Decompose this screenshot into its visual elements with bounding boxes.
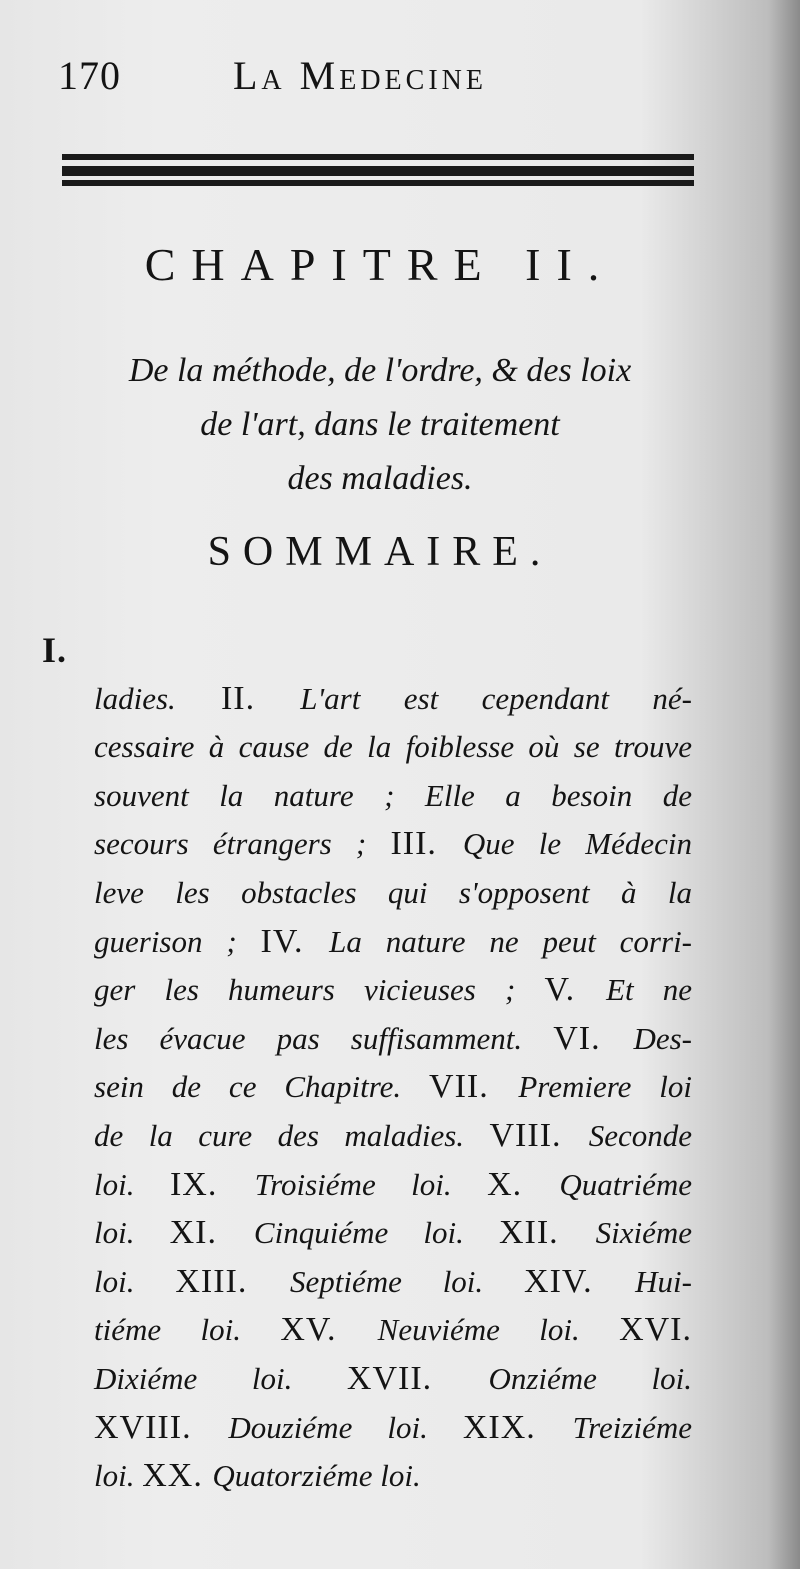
section-numeral: IX. [169, 1165, 255, 1203]
summary-text: L'art est cependant né- [300, 680, 692, 716]
summary-line [42, 966, 692, 1015]
summary-line [42, 723, 692, 772]
summary-text: Troisiéme loi. [254, 1166, 488, 1202]
chapter-subtitle-line: de l'art, dans le traitement [200, 406, 560, 443]
section-numeral: XVII. [346, 1359, 489, 1397]
section-numeral: XIV. [524, 1262, 636, 1300]
section-numeral: VIII. [489, 1116, 589, 1154]
section-numeral: X. [487, 1165, 560, 1203]
summary-text: secours étrangers ; [94, 826, 391, 862]
page-header [58, 44, 698, 104]
section-numeral: XVIII. [94, 1408, 229, 1446]
summary-text: Hui- [635, 1263, 692, 1299]
running-title: La Medecine [233, 53, 487, 98]
summary-text: Sixiéme [595, 1215, 692, 1251]
summary-text: guerison ; [94, 923, 261, 959]
summary-text: Que le Médecin [462, 826, 692, 862]
summary-heading: SOMMAIRE. [207, 529, 553, 575]
summary-line [42, 1209, 692, 1258]
summary-line [42, 1112, 692, 1161]
summary-text: Et ne [606, 972, 692, 1008]
summary-text: Quatorziéme loi. [212, 1458, 421, 1494]
summary-text: Cinquiéme loi. [253, 1215, 499, 1251]
summary-line [42, 869, 692, 918]
summary-text: ger les humeurs vicieuses ; [94, 972, 545, 1008]
summary-text: ladies. [94, 680, 176, 716]
section-numeral: IV. [260, 922, 330, 960]
header-rule-middle [62, 166, 694, 176]
section-numeral: II. [175, 679, 301, 717]
chapter-subtitle-line: De la méthode, de l'ordre, & des loix [128, 352, 632, 389]
section-numeral: V. [544, 971, 607, 1009]
summary-line [42, 1355, 692, 1404]
section-numeral: XII. [498, 1214, 596, 1252]
summary-line [42, 1258, 692, 1307]
summary-text: tiéme loi. [94, 1312, 281, 1348]
header-rule-top [62, 154, 694, 160]
section-numeral: XI. [169, 1214, 254, 1252]
summary-text: sein de ce Chapitre. [94, 1069, 430, 1105]
summary-text: loi. [94, 1215, 170, 1251]
summary-text: Neuviéme loi. [377, 1312, 620, 1348]
section-numeral: XIX. [462, 1408, 573, 1446]
summary-text: Des- [633, 1020, 692, 1056]
chapter-subtitle [50, 344, 710, 506]
summary-line [42, 1452, 692, 1501]
summary-text: les évacue pas suffisamment. [94, 1020, 554, 1056]
chapter-title: CHAPITRE II. [144, 239, 616, 290]
summary-line [42, 1161, 692, 1210]
summary-text: leve les obstacles qui s'opposent à la [94, 874, 692, 910]
summary-line [42, 1306, 692, 1355]
section-numeral: XVI. [619, 1311, 692, 1349]
summary-line [42, 1015, 692, 1064]
summary-text: La nature ne peut corri- [329, 923, 692, 959]
section-numeral: I. [42, 630, 68, 670]
summary-text: cessaire à cause de la foiblesse où se trouve [94, 729, 692, 765]
page-number: 170 [58, 53, 121, 98]
section-numeral: VII. [429, 1068, 519, 1106]
section-numeral: XV. [280, 1311, 378, 1349]
summary-text: Seconde [588, 1117, 692, 1153]
section-numeral: III. [390, 825, 463, 863]
summary-text: Douziéme loi. [228, 1409, 463, 1445]
header-rule-bottom [62, 180, 694, 186]
summary-line [42, 626, 692, 675]
summary-text: Onziéme loi. [488, 1360, 692, 1396]
summary-text: Treiziéme [572, 1409, 692, 1445]
summary-text: loi. [94, 1458, 143, 1494]
section-numeral: VI. [553, 1019, 634, 1057]
section-numeral: XX. [142, 1457, 213, 1495]
summary-line [42, 1404, 692, 1453]
section-numeral: XIII. [175, 1262, 290, 1300]
summary-text: Quatriéme [559, 1166, 692, 1202]
summary-text: loi. [94, 1166, 170, 1202]
summary-text: Dixiéme loi. [94, 1360, 347, 1396]
summary-text: loi. [94, 1263, 176, 1299]
summary-text: Premiere loi [518, 1069, 692, 1105]
summary-text: Septiéme loi. [289, 1263, 525, 1299]
summary-text: de la cure des maladies. [94, 1117, 490, 1153]
summary-line [42, 675, 692, 724]
summary-line [42, 918, 692, 967]
summary-line [42, 772, 692, 821]
summary-line [42, 820, 692, 869]
summary-text: souvent la nature ; Elle a besoin de [94, 777, 692, 813]
chapter-subtitle-line: des maladies. [287, 460, 473, 497]
summary-body [42, 626, 692, 1501]
summary-line [42, 1063, 692, 1112]
